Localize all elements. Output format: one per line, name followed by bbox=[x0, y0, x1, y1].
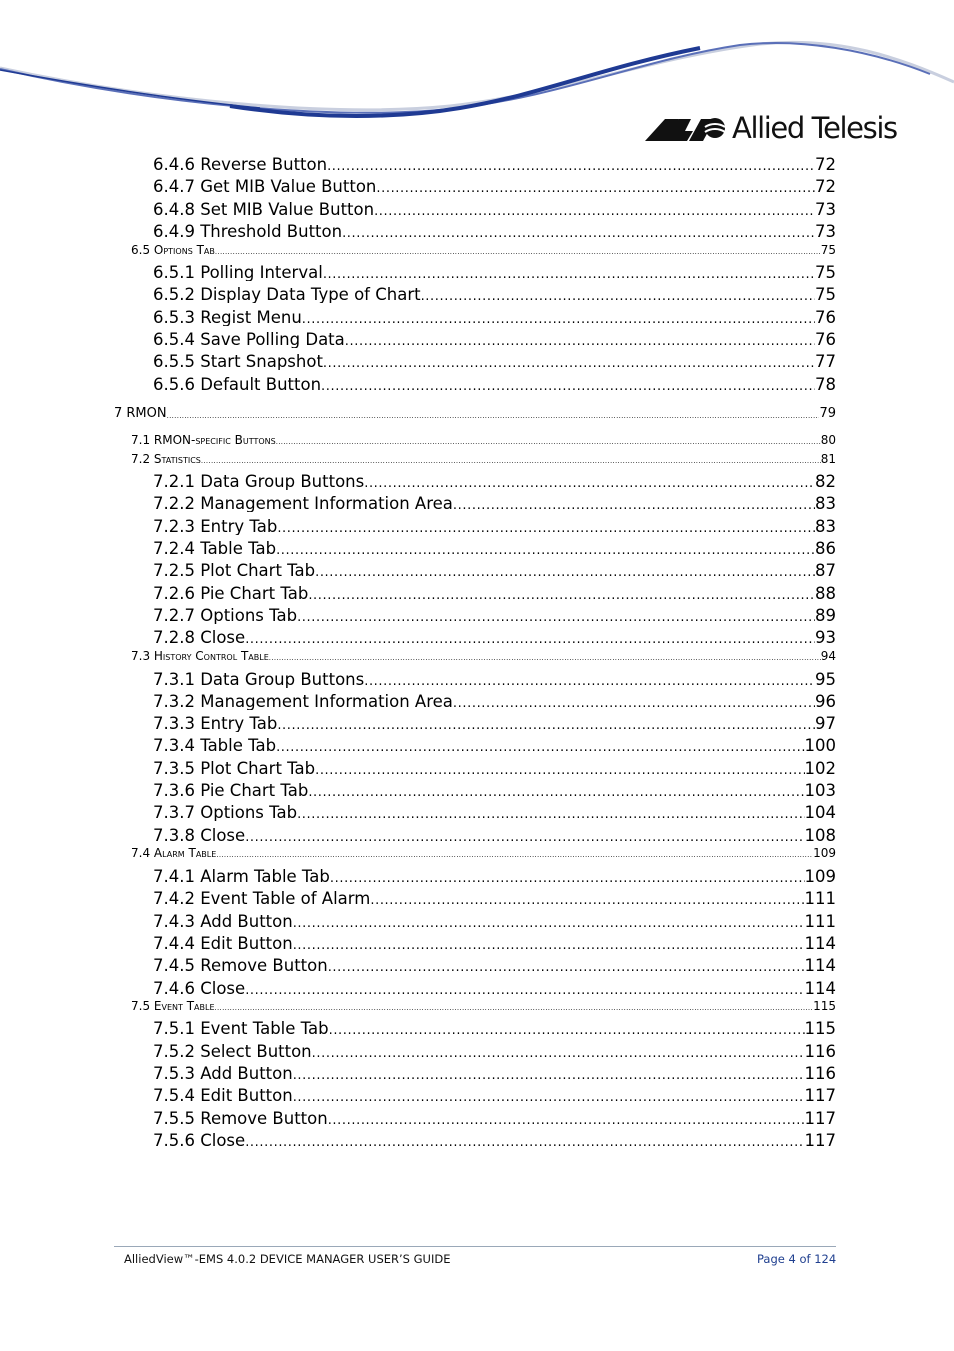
footer-page-number: Page 4 of 124 bbox=[757, 1252, 837, 1266]
toc-entry-page-number: 73 bbox=[815, 221, 836, 240]
toc-entry[interactable] bbox=[153, 515, 836, 535]
toc-dot-leader bbox=[374, 205, 815, 218]
toc-dot-leader bbox=[364, 477, 815, 490]
toc-dot-leader bbox=[245, 984, 804, 997]
toc-dot-leader bbox=[276, 544, 815, 557]
toc-dot-leader bbox=[312, 1047, 805, 1060]
toc-dot-leader bbox=[245, 1136, 804, 1149]
toc-dot-leader bbox=[277, 719, 815, 732]
toc-entry-title: 7.2.4 Table Tab bbox=[153, 538, 277, 557]
toc-entry-page-number: 114 bbox=[804, 978, 836, 997]
toc-entry[interactable] bbox=[153, 220, 836, 240]
toc-dot-leader bbox=[297, 611, 815, 624]
toc-entry[interactable] bbox=[131, 242, 836, 256]
toc-entry[interactable] bbox=[153, 350, 836, 370]
toc-entry-page-number: 86 bbox=[815, 538, 836, 557]
toc-dot-leader bbox=[245, 633, 815, 646]
brand-name: Allied Telesis bbox=[732, 111, 897, 145]
toc-entry-title: 7.4.6 Close bbox=[153, 978, 246, 997]
toc-entry-title: 7.3.3 Entry Tab bbox=[153, 713, 278, 732]
toc-entry[interactable] bbox=[153, 757, 836, 777]
toc-entry[interactable] bbox=[153, 604, 836, 624]
toc-entry-page-number: 102 bbox=[804, 758, 836, 777]
toc-dot-leader bbox=[276, 439, 821, 446]
toc-entry-title: 7.4.5 Remove Button bbox=[153, 955, 328, 974]
toc-entry-page-number: 81 bbox=[820, 452, 836, 465]
toc-entry-page-number: 94 bbox=[820, 649, 836, 662]
toc-entry-page-number: 114 bbox=[804, 955, 836, 974]
toc-entry-title: 7.2.6 Pie Chart Tab bbox=[153, 583, 309, 602]
toc-entry-page-number: 72 bbox=[815, 176, 836, 195]
toc-entry[interactable] bbox=[153, 559, 836, 579]
toc-entry-page-number: 72 bbox=[815, 154, 836, 173]
toc-entry-title: 6.5.2 Display Data Type of Chart bbox=[153, 284, 421, 303]
toc-entry-title: 7.5.1 Event Table Tab bbox=[153, 1018, 329, 1037]
toc-dot-leader bbox=[215, 249, 821, 256]
toc-entry[interactable] bbox=[153, 328, 836, 348]
toc-dot-leader bbox=[308, 589, 815, 602]
toc-dot-leader bbox=[370, 894, 804, 907]
toc-entry[interactable] bbox=[153, 153, 836, 173]
toc-entry[interactable] bbox=[131, 998, 836, 1012]
toc-entry[interactable] bbox=[153, 1062, 836, 1082]
toc-dot-leader bbox=[329, 1024, 805, 1037]
toc-entry[interactable] bbox=[153, 712, 836, 732]
toc-entry-title: 7.5.2 Select Button bbox=[153, 1041, 312, 1060]
footer-document-title: AlliedView™-EMS 4.0.2 DEVICE MANAGER USER’S GUIDE bbox=[124, 1252, 451, 1266]
toc-entry-page-number: 83 bbox=[815, 493, 836, 512]
toc-entry-title: 7.5.5 Remove Button bbox=[153, 1108, 328, 1127]
toc-entry-title: 7.3.8 Close bbox=[153, 825, 246, 844]
toc-entry[interactable] bbox=[153, 626, 836, 646]
toc-entry-page-number: 115 bbox=[813, 999, 836, 1012]
toc-dot-leader bbox=[345, 335, 815, 348]
toc-dot-leader bbox=[302, 313, 815, 326]
toc-entry-title: 7 RMON bbox=[114, 406, 167, 420]
toc-entry[interactable] bbox=[153, 910, 836, 930]
toc-dot-leader bbox=[453, 499, 815, 512]
toc-entry[interactable] bbox=[131, 648, 836, 662]
toc-entry-title: 7.5 Event Table bbox=[131, 999, 215, 1012]
toc-entry[interactable] bbox=[153, 283, 836, 303]
toc-entry[interactable] bbox=[153, 1084, 836, 1104]
toc-entry-title: 7.5.4 Edit Button bbox=[153, 1085, 293, 1104]
toc-entry-title: 7.1 RMON-specific Buttons bbox=[131, 433, 276, 446]
toc-entry-page-number: 111 bbox=[804, 888, 836, 907]
toc-entry-page-number: 111 bbox=[804, 911, 836, 930]
toc-entry-title: 7.3.4 Table Tab bbox=[153, 735, 277, 754]
toc-entry-page-number: 109 bbox=[813, 846, 836, 859]
toc-entry[interactable] bbox=[153, 306, 836, 326]
toc-entry-title: 7.2.1 Data Group Buttons bbox=[153, 471, 365, 490]
toc-entry-title: 7.4.4 Edit Button bbox=[153, 933, 293, 952]
toc-entry-page-number: 77 bbox=[815, 351, 836, 370]
toc-entry-title: 7.3.6 Pie Chart Tab bbox=[153, 780, 309, 799]
toc-entry-page-number: 116 bbox=[804, 1041, 836, 1060]
toc-entry-title: 6.5 Options Tab bbox=[131, 243, 215, 256]
toc-entry[interactable] bbox=[131, 432, 836, 446]
toc-dot-leader bbox=[297, 808, 804, 821]
toc-entry-title: 6.4.9 Threshold Button bbox=[153, 221, 343, 240]
toc-dot-leader bbox=[215, 1005, 814, 1012]
toc-dot-leader bbox=[328, 1114, 805, 1127]
toc-entry-page-number: 79 bbox=[819, 406, 836, 420]
toc-entry[interactable] bbox=[131, 451, 836, 465]
toc-entry-page-number: 114 bbox=[804, 933, 836, 952]
toc-dot-leader bbox=[315, 566, 815, 579]
toc-dot-leader bbox=[323, 357, 815, 370]
toc-entry[interactable] bbox=[153, 668, 836, 688]
toc-entry[interactable] bbox=[153, 1129, 836, 1149]
toc-dot-leader bbox=[293, 917, 805, 930]
toc-entry-page-number: 82 bbox=[815, 471, 836, 490]
toc-entry-page-number: 76 bbox=[815, 329, 836, 348]
toc-entry[interactable] bbox=[153, 537, 836, 557]
toc-entry-page-number: 75 bbox=[820, 243, 836, 256]
toc-entry-title: 7.2.5 Plot Chart Tab bbox=[153, 560, 316, 579]
toc-entry-page-number: 108 bbox=[804, 825, 836, 844]
toc-entry-title: 6.4.6 Reverse Button bbox=[153, 154, 328, 173]
toc-entry-page-number: 93 bbox=[815, 627, 836, 646]
toc-dot-leader bbox=[245, 831, 804, 844]
toc-entry[interactable] bbox=[153, 801, 836, 821]
toc-entry[interactable] bbox=[153, 932, 836, 952]
toc-entry-page-number: 116 bbox=[804, 1063, 836, 1082]
toc-entry-title: 6.5.1 Polling Interval bbox=[153, 262, 323, 281]
toc-entry-page-number: 89 bbox=[815, 605, 836, 624]
toc-dot-leader bbox=[421, 290, 815, 303]
toc-dot-leader bbox=[216, 852, 813, 859]
toc-dot-leader bbox=[328, 961, 805, 974]
toc-entry-page-number: 117 bbox=[804, 1108, 836, 1127]
toc-entry-page-number: 117 bbox=[804, 1130, 836, 1149]
toc-entry-title: 7.2.2 Management Information Area bbox=[153, 493, 453, 512]
toc-entry-page-number: 88 bbox=[815, 583, 836, 602]
toc-entry-title: 7.4 Alarm Table bbox=[131, 846, 217, 859]
toc-entry-title: 6.5.5 Start Snapshot bbox=[153, 351, 323, 370]
toc-dot-leader bbox=[269, 655, 821, 662]
toc-entry-title: 7.3.2 Management Information Area bbox=[153, 691, 453, 710]
toc-dot-leader bbox=[276, 741, 804, 754]
toc-entry-title: 7.2.8 Close bbox=[153, 627, 246, 646]
toc-entry-page-number: 73 bbox=[815, 199, 836, 218]
toc-dot-leader bbox=[315, 764, 804, 777]
toc-entry-title: 7.5.3 Add Button bbox=[153, 1063, 293, 1082]
toc-entry-page-number: 80 bbox=[820, 433, 836, 446]
toc-entry-page-number: 100 bbox=[804, 735, 836, 754]
toc-entry-title: 7.4.2 Event Table of Alarm bbox=[153, 888, 371, 907]
toc-entry-title: 7.4.1 Alarm Table Tab bbox=[153, 866, 330, 885]
toc-entry-page-number: 104 bbox=[804, 802, 836, 821]
toc-entry[interactable] bbox=[153, 1040, 836, 1060]
toc-dot-leader bbox=[293, 939, 805, 952]
toc-entry-page-number: 117 bbox=[804, 1085, 836, 1104]
toc-entry[interactable] bbox=[153, 492, 836, 512]
toc-dot-leader bbox=[323, 268, 815, 281]
toc-entry[interactable] bbox=[153, 261, 836, 281]
toc-entry-page-number: 87 bbox=[815, 560, 836, 579]
toc-entry[interactable] bbox=[153, 824, 836, 844]
toc-entry[interactable] bbox=[153, 690, 836, 710]
toc-dot-leader bbox=[330, 872, 805, 885]
toc-entry-title: 7.4.3 Add Button bbox=[153, 911, 293, 930]
toc-entry-page-number: 83 bbox=[815, 516, 836, 535]
toc-entry[interactable] bbox=[114, 404, 836, 420]
toc-entry-title: 7.3.5 Plot Chart Tab bbox=[153, 758, 316, 777]
toc-entry-title: 6.4.7 Get MIB Value Button bbox=[153, 176, 377, 195]
toc-dot-leader bbox=[293, 1069, 805, 1082]
toc-entry-title: 6.5.4 Save Polling Data bbox=[153, 329, 345, 348]
toc-entry[interactable] bbox=[153, 582, 836, 602]
toc-entry[interactable] bbox=[153, 977, 836, 997]
toc-entry-page-number: 103 bbox=[804, 780, 836, 799]
toc-entry[interactable] bbox=[153, 734, 836, 754]
toc-entry[interactable] bbox=[153, 198, 836, 218]
toc-entry-page-number: 75 bbox=[815, 284, 836, 303]
toc-entry-title: 7.3 History Control Table bbox=[131, 649, 269, 662]
toc-entry-title: 7.2.3 Entry Tab bbox=[153, 516, 278, 535]
toc-dot-leader bbox=[308, 786, 804, 799]
toc-dot-leader bbox=[342, 227, 815, 240]
toc-dot-leader bbox=[277, 522, 815, 535]
toc-entry[interactable] bbox=[153, 373, 836, 393]
toc-entry-title: 7.3.1 Data Group Buttons bbox=[153, 669, 365, 688]
toc-entry[interactable] bbox=[153, 887, 836, 907]
toc-entry[interactable] bbox=[153, 954, 836, 974]
toc-entry-title: 6.5.3 Regist Menu bbox=[153, 307, 302, 326]
toc-entry[interactable] bbox=[153, 865, 836, 885]
toc-dot-leader bbox=[364, 675, 815, 688]
toc-dot-leader bbox=[167, 413, 820, 420]
toc-entry[interactable] bbox=[153, 175, 836, 195]
toc-entry-page-number: 76 bbox=[815, 307, 836, 326]
toc-entry-page-number: 75 bbox=[815, 262, 836, 281]
toc-entry-page-number: 109 bbox=[804, 866, 836, 885]
toc-dot-leader bbox=[327, 160, 815, 173]
toc-entry[interactable] bbox=[153, 1107, 836, 1127]
toc-entry-title: 7.2 Statistics bbox=[131, 452, 201, 465]
toc-entry[interactable] bbox=[131, 845, 836, 859]
footer-divider bbox=[114, 1246, 836, 1247]
toc-dot-leader bbox=[321, 380, 815, 393]
toc-entry-title: 6.5.6 Default Button bbox=[153, 374, 322, 393]
toc-entry-page-number: 96 bbox=[815, 691, 836, 710]
toc-entry-title: 6.4.8 Set MIB Value Button bbox=[153, 199, 375, 218]
toc-entry[interactable] bbox=[153, 470, 836, 490]
toc-entry[interactable] bbox=[153, 779, 836, 799]
toc-entry[interactable] bbox=[153, 1017, 836, 1037]
toc-entry-title: 7.3.7 Options Tab bbox=[153, 802, 298, 821]
toc-entry-title: 7.5.6 Close bbox=[153, 1130, 246, 1149]
toc-entry-page-number: 97 bbox=[815, 713, 836, 732]
toc-dot-leader bbox=[453, 697, 815, 710]
toc-entry-page-number: 78 bbox=[815, 374, 836, 393]
toc-entry-title: 7.2.7 Options Tab bbox=[153, 605, 298, 624]
toc-dot-leader bbox=[201, 458, 821, 465]
toc-entry-page-number: 115 bbox=[804, 1018, 836, 1037]
toc-dot-leader bbox=[293, 1091, 805, 1104]
toc-entry-page-number: 95 bbox=[815, 669, 836, 688]
toc-dot-leader bbox=[376, 182, 815, 195]
